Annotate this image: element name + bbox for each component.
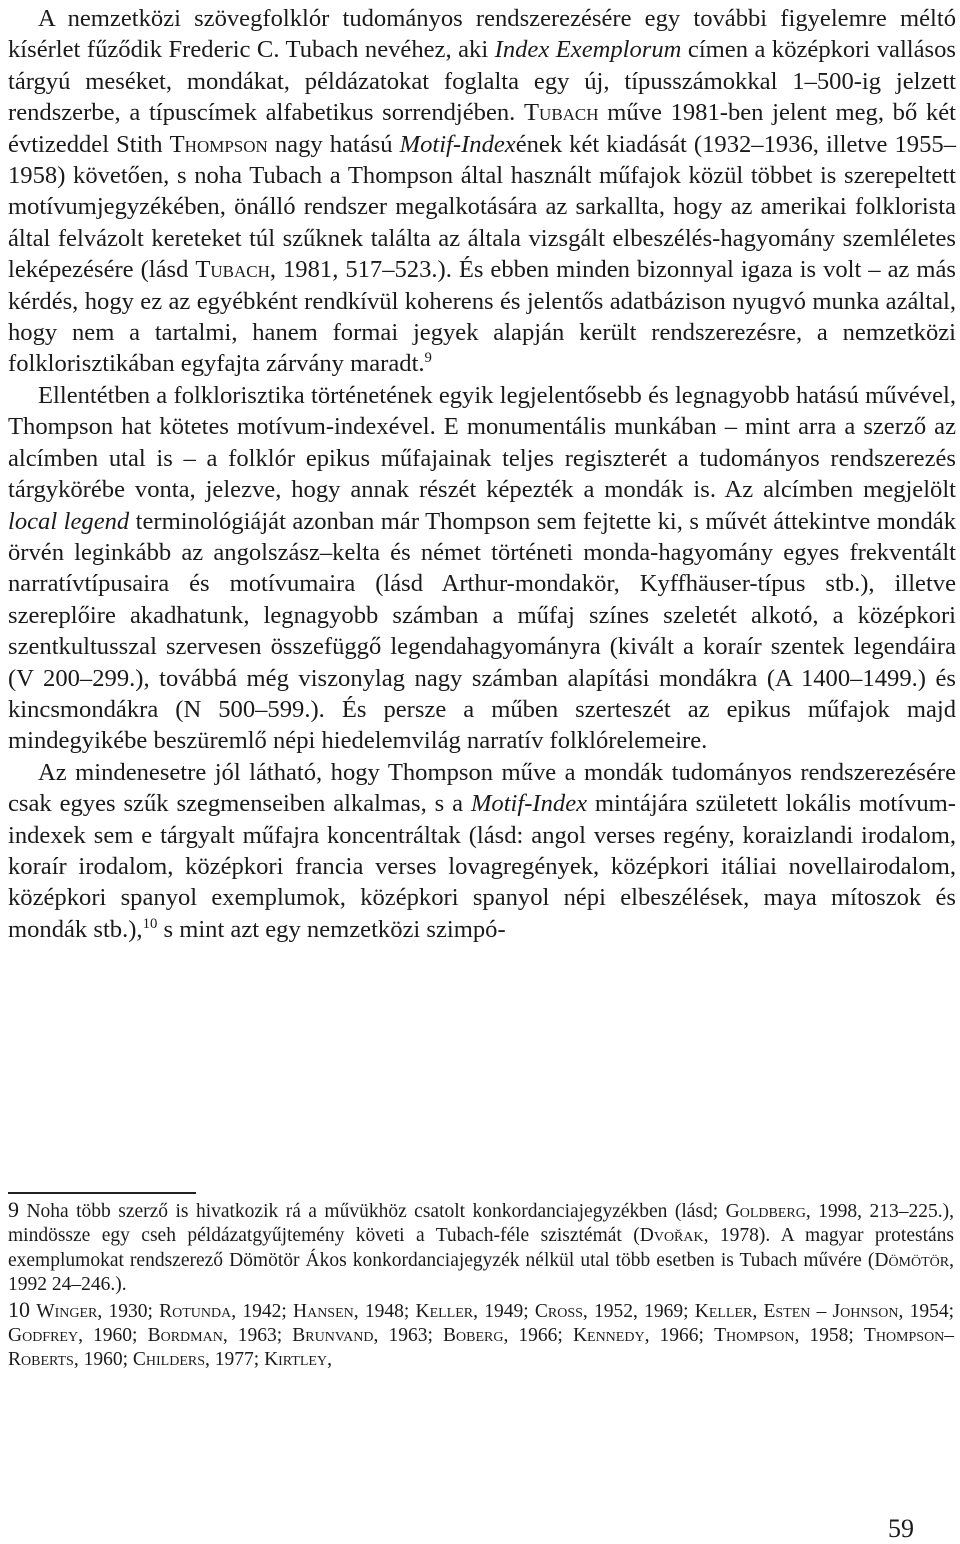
paragraph-3: [8, 757, 956, 945]
author-name: Tubach: [195, 256, 270, 284]
footnote-10: [8, 1298, 954, 1373]
citation-author: Thompson: [714, 1325, 795, 1347]
citation-year: , 1958;: [794, 1325, 864, 1347]
page-number: 59: [888, 1514, 914, 1543]
citation-year: , 1949;: [473, 1300, 535, 1322]
text-run: s mint azt egy nemzetközi szimpó-: [157, 915, 506, 943]
citation-year: , 1966;: [503, 1325, 573, 1347]
citation-list: [8, 1301, 954, 1371]
citation-year: , 1952, 1969;: [582, 1300, 695, 1322]
citation-year: , 1942;: [231, 1300, 293, 1322]
text-run: A nemzetközi szövegfolklór tudományos rendszerezésére egy további figyelemre méltó kísérlet fűződik Frederic C. Tubach nevéhez, aki: [8, 5, 956, 64]
citation-author: Kennedy: [572, 1325, 645, 1347]
citation-author: Keller, Esten – Johnson: [694, 1300, 899, 1322]
author-name: Tubach: [524, 99, 599, 127]
text-run: ének két kiadását (1932–1936, illetve 1955–1958) követően, s noha Tubach a Thompson által használt műfajok közül többet is szerepeltett motívumjegyzékében, önálló rendszer megalkotására az sarkallta, hogy az amerikai folklorista által felvázolt kereteket túl szűknek találta az általa vizsgált elbeszélés-hagyomány szemléletes leképezésére (lásd: [8, 130, 956, 284]
term: local legend: [8, 507, 130, 535]
citation-author: Kirtley: [264, 1349, 328, 1371]
footnote-number: 10: [8, 1296, 30, 1322]
citation-year: , 1960;: [73, 1349, 133, 1371]
citation-author: Brunvand: [292, 1325, 374, 1347]
footnotes: [8, 1198, 954, 1373]
footnote-ref-10[interactable]: 10: [142, 915, 158, 932]
text-run: Az mindenesetre jól látható, hogy Thompson műve a mondák tudományos rendszerezésére csak egyes szűk szegmenseiben alkalmas, s a: [8, 758, 956, 818]
book-title: Motif-Index: [470, 790, 588, 818]
citation-year: , 1948;: [353, 1300, 416, 1322]
text-run: , 1978). A magyar protestáns exemplumokat rendszerező Dömötör Ákos konkordanciajegyzék nélkül utal több esetben is Tubach művére (: [8, 1225, 955, 1271]
author-name: Thompson: [169, 130, 268, 158]
book-title: Motif-Index: [399, 130, 516, 158]
citation-author: Winger: [36, 1300, 98, 1322]
citation-author: Bordman: [147, 1325, 223, 1347]
text-run: mintájára született lokális motívum-indexek sem e tárgyalt műfajra koncentráltak (lásd: angol verses regény, koraizlandi irodalom, koraír irodalom, középkori francia verses lovagregények, középkori itáliai novellairodalom, középkori spanyol exemplumok, középkori spanyol népi elbeszélések, maya mítoszok és mondák stb.),: [8, 790, 956, 943]
text-run: nagy hatású: [267, 130, 400, 158]
text-run: műve 1981-ben jelent meg, bő két évtizeddel Stith: [8, 99, 956, 158]
text-run: címen a középkori vallásos tárgyú meséket, mondákat, példázatokat foglalta egy új, típusszámokkal 1–500-ig jelzett rendszerbe, a típuscímek alfabetikus sorrendjében.: [8, 36, 956, 127]
text-run: , 1998, 213–225.), mindössze egy cseh példázatgyűjtemény követi a Tubach-féle szisztémát (: [8, 1201, 954, 1247]
citation-year: ,: [327, 1349, 332, 1371]
page: [8, 0, 956, 1543]
citation-year: , 1960;: [78, 1325, 148, 1347]
footnote-rule: [8, 1192, 196, 1194]
text-run: terminológiáját azonban már Thompson sem fejtette ki, s művét áttekintve mondák örvén leginkább az angolszász–kelta és német történeti monda-hagyomány egyes frekventált narratívtípusaira és motívumaira (lásd Arthur-mondakör, Kyffhäuser-típus stb.), illetve szereplőire akadhatunk, legnagyobb számban a műfaj színes szeletét alkotó, a középkori szentkultusszal szervesen összefüggő legendahagyományra (kivált a koraír szentek legendáira (V 200–299.), továbbá még viszonylag nagy számban alapítási mondákra (A 1400–1499.) és kincsmondákra (N 500–599.). És persze a műben szerteszét az epikus műfajok majd mindegyikébe beszüremlő népi hiedelemvilág narratív folklórelemeire.: [8, 507, 956, 755]
citation-year: , 1954;: [898, 1300, 954, 1322]
footnote-ref-9[interactable]: 9: [424, 350, 432, 367]
book-title: Index Exemplorum: [494, 36, 682, 64]
author-name: Goldberg: [725, 1201, 806, 1222]
text-run: , 1981, 517–523.). És ebben minden bizonnyal igaza is volt – az más kérdés, hogy ez az egyébként rendkívül koherens és jelentős adatbázison nyugvó munka azáltal, hogy nem a tartalmi, hanem formai jegyek alapján került rendszerezésre, a nemzetközi folklorisztikában egyfajta zárvány maradt.: [8, 256, 956, 378]
author-name: Dvořak: [639, 1225, 704, 1247]
text-run: Ellentétben a folklorisztika történetének egyik legjelentősebb és legnagyobb hatású művével, Thompson hat kötetes motívum-indexével. E monumentális munkában – mint arra a szerző az alcímben utal is – a folklór epikus műfajainak teljes regiszterét a tudományos rendszerezés tárgykörébe vonta, jelezve, hogy annak részét képezték a mondák is. Az alcímben megjelölt: [8, 381, 956, 504]
citation-author: Keller: [415, 1300, 474, 1322]
paragraph-1: [8, 3, 956, 380]
citation-author: Boberg: [442, 1325, 504, 1347]
citation-author: Thompson–Roberts: [8, 1325, 955, 1371]
text-run: , 1992 24–246.).: [8, 1249, 954, 1296]
citation-year: , 1966;: [644, 1325, 715, 1347]
citation-year: , 1963;: [373, 1325, 443, 1347]
paragraph-2: [8, 380, 956, 757]
citation-author: Godfrey: [8, 1325, 79, 1347]
citation-author: Childers: [132, 1349, 206, 1371]
text-run: Noha több szerző is hivatkozik rá a művükhöz csatolt konkordanciajegyzékben (lásd;: [19, 1201, 726, 1222]
citation-author: Rotunda: [159, 1300, 232, 1322]
citation-year: , 1930;: [97, 1300, 160, 1322]
footnote-number: 9: [8, 1197, 19, 1222]
footnote-9: [8, 1198, 954, 1298]
author-name: Dömötör: [874, 1249, 950, 1271]
body-text: [8, 0, 956, 945]
citation-year: , 1963;: [222, 1325, 293, 1347]
citation-year: , 1977;: [205, 1349, 265, 1371]
citation-author: Hansen: [293, 1300, 354, 1322]
citation-author: Cross: [534, 1300, 583, 1322]
